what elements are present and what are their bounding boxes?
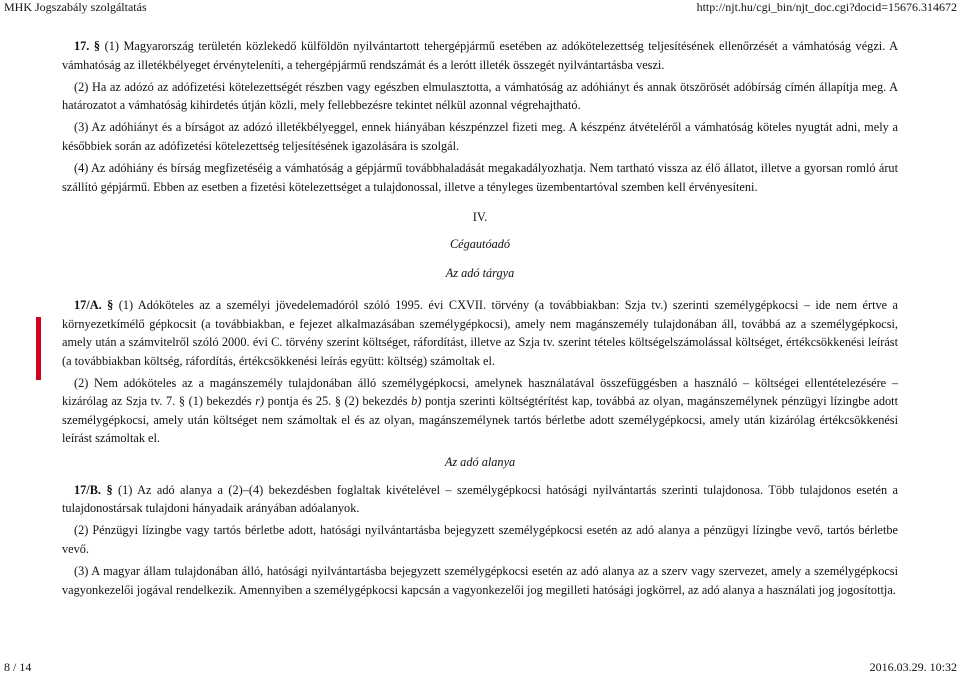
section-sign: § (93, 39, 101, 53)
p2-point-b: b) (411, 394, 422, 409)
document-body (62, 37, 898, 603)
section-17-paragraph-1 (62, 37, 898, 74)
section-17-paragraph-1-text: (1) Magyarország területén közlekedő külföldön nyilvántartott tehergépjármű esetében az adókötelezettség teljesítésének ellenőrzését a vámhatóság végzi. A vámhatóság az illetékbélyeget érvényteleníti, a tehergépjármű rendszámát és a lerótt illeték összegét nyilvántartásba veszi. (62, 39, 899, 72)
section-17-paragraph-2: (2) Ha az adózó az adófizetési kötelezettségét részben vagy egészben elmulasztotta, a vámhatóság az adóhiányt és annak ötszörösét adóbírság címén állapítja meg. A határozatot a vámhatóság kihirdetés útján közli, mely fellebbezésre tekintet nélkül azonnal végrehajtható. (62, 79, 898, 113)
p2-point-r: r) (255, 394, 265, 409)
page-header-url[interactable]: http://njt.hu/cgi_bin/njt_doc.cgi?docid=15676.314672 (696, 0, 957, 14)
section-17b-paragraph-3: (3) A magyar állam tulajdonában álló, hatósági nyilvántartásba bejegyzett személygépkocsi esetén az adó alanya az a szerv vagy szervezet, amely a személygépkocsi vagyonkezelői jogával rendelkezik. Amennyiben a személygépkocsi kapcsán a vagyonkezelői jog megilleti hatósági jogkörrel, az adó alanya a használati jog jogosítottja. (62, 564, 898, 597)
subtitle-tax-subject: Az adó alanya (444, 454, 516, 469)
section-17b-number: 17/B. (74, 482, 101, 497)
section-17b-paragraph-2: (2) Pénzügyi lízingbe vagy tartós bérletbe adott, hatósági nyilvántartásba bejegyzett személygépkocsi esetén az adó alanya a pénzügyi lízingbe vevő, tartós bérletbe vevő. (62, 523, 898, 556)
p2-text-c: pontja szerinti költségtérítést kap, továbbá az olyan, magánszemélynek pénzügyi lízingbe adott személygépkocsi, amely után költséget nem számoltak el és az olyan, magánszemélynek tartós bérletbe adott személygépkocsi, amely után kizárólag értékcsökkenési leírást számoltak el. (62, 394, 899, 446)
part-number: IV. (472, 210, 488, 225)
section-17-number: 17. (74, 39, 90, 53)
section-17a-number: 17/A. (74, 298, 102, 313)
section-sign: § (107, 298, 114, 313)
print-timestamp: 2016.03.29. 10:32 (869, 660, 957, 674)
section-17-paragraph-4: (4) Az adóhiány és bírság megfizetéséig a vámhatóság a gépjármű továbbhaladását megakadályozhatja. Nem tartható vissza az élő állatot, illetve a gyorsan romló árut szállító gépjármű. Ebben az esetben a fizetési kötelezettséget a tulajdonossal, illetve a tényleges üzembentartóval szemben kell érvényesíteni. (62, 161, 898, 194)
page-header-source: MHK Jogszabály szolgáltatás (4, 0, 147, 14)
section-17a-paragraph-1-text: (1) Adóköteles az a személyi jövedelemadóról szóló 1995. évi CXVII. törvény (a továbbiakban: Szja tv.) szerinti személygépkocsi – ide nem értve a környezetkímélő gépkocsit (a továbbiakban, e fejezet alkalmazásában személygépkocsi), amely nem magánszemély tulajdonában áll, továbbá az a személygépkocsi, amely után a számvitelről szóló 2000. évi C. törvény szerint költséget, ráfordítást, illetve az Szja tv. szerint tételes költségelszámolással költséget, értékcsökkenési leírást (a továbbiakban költség, ráfordítás, értékcsökkenési leírás együtt: költség) számoltak el. (62, 298, 899, 368)
subtitle-tax-object: Az adó tárgya (445, 266, 515, 281)
section-17b-paragraph-1-text: (1) Az adó alanya a (2)–(4) bekezdésben foglaltak kivételével – személygépkocsi hatósági nyilvántartás szerinti tulajdonosa. Több tulajdonos esetén a tulajdonostársak tulajdoni hányadaik arányában adóalanyok. (62, 482, 898, 516)
section-sign: § (106, 482, 113, 497)
section-17-paragraph-3: (3) Az adóhiányt és a bírságot az adózó illetékbélyeggel, ennek hiányában készpénzzel fizeti meg. A készpénz átvételéről a vámhatóság köteles nyugtát adni, mely a későbbiek során az adófizetési kötelezettség teljesítésének igazolására is szolgál. (62, 120, 898, 153)
section-17a-paragraph-2 (62, 374, 898, 448)
p2-text-b: pontja és 25. § (2) bekezdés (264, 394, 412, 409)
section-17a-paragraph-1 (62, 296, 898, 370)
part-title: Cégautóadó (449, 237, 511, 252)
section-17b-paragraph-1 (62, 481, 898, 518)
p2-text-a: (2) Nem adóköteles az a magánszemély tulajdonában álló személygépkocsi, amelynek használatával összefüggésben a használó – költségei ellentételezésére – kizárólag az Szja tv. 7. § (1) bekezdés (62, 375, 898, 409)
page-number: 8 / 14 (4, 660, 32, 674)
amendment-marker-bar (36, 317, 41, 380)
